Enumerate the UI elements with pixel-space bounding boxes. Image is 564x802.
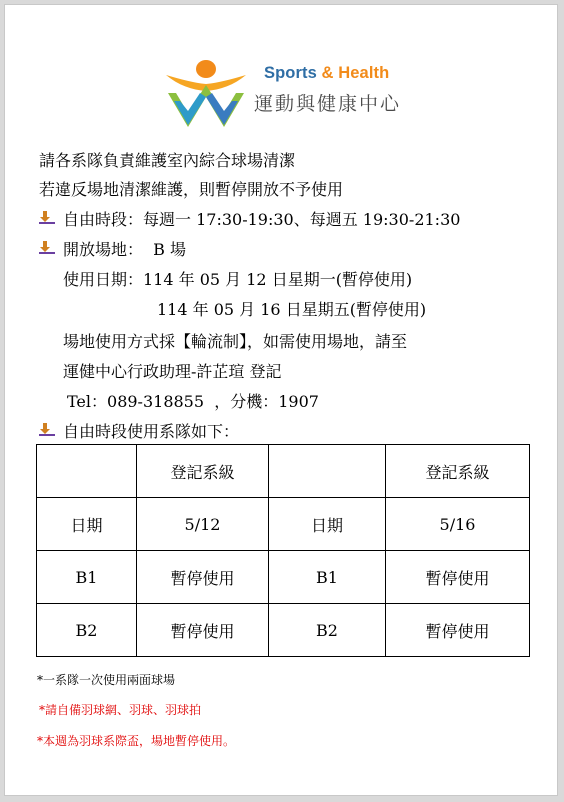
note-bring-equipment: *請自備羽球網、羽球、羽球拍 — [39, 703, 202, 717]
table-cell: 5/16 — [386, 498, 530, 551]
note-court-suspended: *本週為羽球系際盃，場地暫停使用。 — [37, 734, 236, 748]
brand-ampersand: & — [321, 64, 334, 82]
arrow-bullet-icon — [38, 210, 56, 226]
table-cell: B2 — [37, 604, 137, 657]
usage-method-line-2: 運健中心行政助理-許芷瑄 登記 — [63, 362, 282, 381]
table-cell: B2 — [269, 604, 386, 657]
note-one-team-two-courts: *一系隊一次使用兩面球場 — [37, 673, 176, 687]
teams-heading: 自由時段使用系隊如下： — [63, 422, 240, 441]
telephone-line: Tel：089-318855 ，分機：1907 — [67, 392, 319, 411]
usage-date-line-1: 使用日期：114 年 05 月 12 日星期一(暫停使用) — [63, 270, 413, 289]
sports-health-logo-icon — [160, 57, 252, 129]
brand-chinese-name: 運動與健康中心 — [254, 93, 402, 115]
table-cell: 5/12 — [137, 498, 269, 551]
table-cell — [269, 445, 386, 498]
table-cell — [37, 445, 137, 498]
table-row — [37, 551, 530, 604]
notice-line-1: 請各系隊負責維護室內綜合球場清潔 — [39, 151, 296, 170]
table-header-row — [37, 445, 530, 498]
brand-health: Health — [333, 64, 390, 82]
table-cell: 暫停使用 — [137, 551, 269, 604]
document-page — [4, 4, 558, 796]
table-cell: B1 — [37, 551, 137, 604]
brand-english-name — [264, 64, 389, 83]
sports-health-logo — [160, 53, 430, 133]
notice-line-2: 若違反場地清潔維護，則暫停開放不予使用 — [39, 180, 344, 199]
table-cell: 日期 — [269, 498, 386, 551]
usage-date-line-2: 114 年 05 月 16 日星期五(暫停使用) — [157, 300, 427, 319]
table-row — [37, 498, 530, 551]
table-cell: 登記系級 — [386, 445, 530, 498]
schedule-table — [36, 444, 530, 657]
free-time-line: 自由時段：每週一 17:30-19:30、每週五 19:30-21:30 — [63, 210, 461, 229]
table-cell: 日期 — [37, 498, 137, 551]
arrow-bullet-icon — [38, 240, 56, 256]
table-cell: 暫停使用 — [137, 604, 269, 657]
table-row — [37, 604, 530, 657]
brand-sports: Sports — [264, 64, 322, 82]
venue-line: 開放場地： B 場 — [63, 240, 187, 259]
arrow-bullet-icon — [38, 422, 56, 438]
usage-method-line-1: 場地使用方式採【輪流制】，如需使用場地，請至 — [63, 332, 408, 351]
table-cell: 暫停使用 — [386, 551, 530, 604]
table-cell: B1 — [269, 551, 386, 604]
table-cell: 暫停使用 — [386, 604, 530, 657]
table-cell: 登記系級 — [137, 445, 269, 498]
